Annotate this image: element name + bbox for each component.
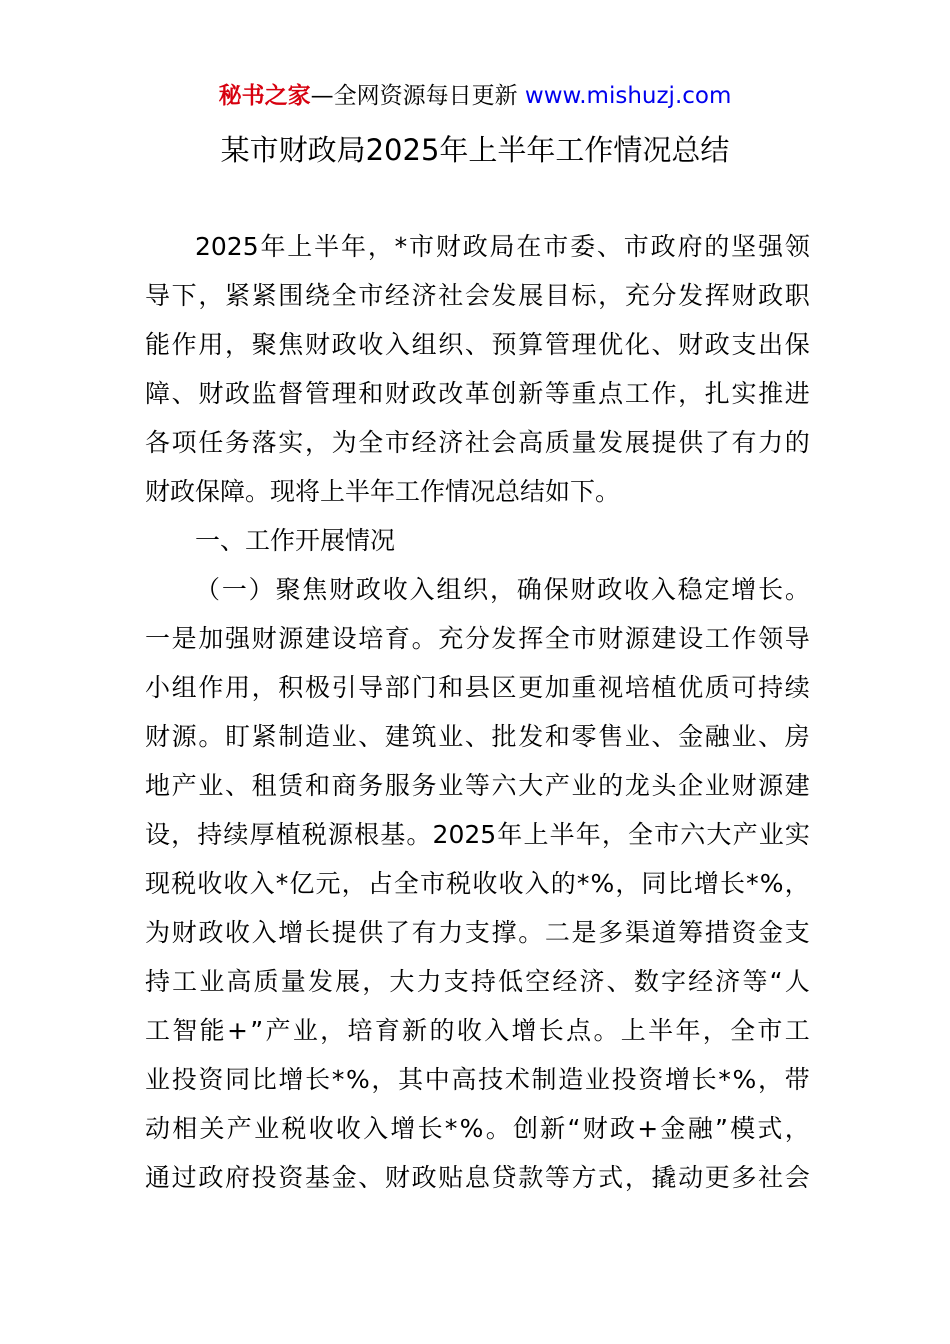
text-line: 现 税 收 收 入 * 亿 元 ， 占 全 市 税 收 收 入 的 * % ， 同 比 增 长 * % ， <box>145 869 810 898</box>
text-line: 业 投 资 同 比 增 长 * % ， 其 中 高 技 术 制 造 业 投 资 增 长 * % ， 带 <box>145 1065 810 1094</box>
text-line: 工 智 能 + ” 产 业 ， 培 育 新 的 收 入 增 长 点 。 上 半 年 ， 全 市 工 <box>145 1016 810 1045</box>
text-line: 财 源 。 盯 紧 制 造 业 、 建 筑 业 、 批 发 和 零 售 业 、 金 融 业 、 房 <box>145 722 810 751</box>
text-line: （ 一 ） 聚 焦 财 政 收 入 组 织 ， 确 保 财 政 收 入 稳 定 增 长 。 <box>195 575 810 604</box>
text-line: 通 过 政 府 投 资 基 金 、 财 政 贴 息 贷 款 等 方 式 ， 撬 动 更 多 社 会 <box>145 1163 810 1192</box>
text-line: 障 、 财 政 监 督 管 理 和 财 政 改 革 创 新 等 重 点 工 作 ， 扎 实 推 进 <box>145 379 810 408</box>
text-line: 财政保障。现将上半年工作情况总结如下。 <box>145 477 621 506</box>
site-url-link[interactable]: www.mishuzj.com <box>524 83 732 109</box>
text-line: 2025 年 上 半 年 ， * 市 财 政 局 在 市 委 、 市 政 府 的 坚 强 领 <box>195 232 810 261</box>
text-line: 设 ， 持 续 厚 植 税 源 根 基 。 2025 年 上 半 年 ， 全 市 六 大 产 业 实 <box>145 820 810 849</box>
header-dash: — <box>310 83 334 109</box>
text-line: 一 是 加 强 财 源 建 设 培 育 。 充 分 发 挥 全 市 财 源 建 设 工 作 领 导 <box>145 624 810 653</box>
text-line: 动 相 关 产 业 税 收 收 入 增 长 * % 。 创 新 “ 财 政 + 金 融 ” 模 式 ， <box>145 1114 810 1143</box>
site-header <box>0 80 950 112</box>
text-line: 各 项 任 务 落 实 ， 为 全 市 经 济 社 会 高 质 量 发 展 提 供 了 有 力 的 <box>145 428 810 457</box>
brand-name: 秘书之家 <box>218 83 311 109</box>
text-line: 持 工 业 高 质 量 发 展 ， 大 力 支 持 低 空 经 济 、 数 字 经 济 等 “ 人 <box>145 967 810 996</box>
header-tagline: 全网资源每日更新 <box>333 83 518 109</box>
text-line: 小 组 作 用 ， 积 极 引 导 部 门 和 县 区 更 加 重 视 培 植 优 质 可 持 续 <box>145 673 810 702</box>
text-line: 能 作 用 ， 聚 焦 财 政 收 入 组 织 、 预 算 管 理 优 化 、 财 政 支 出 保 <box>145 330 810 359</box>
document-body <box>145 222 810 1202</box>
text-line: 导 下 ， 紧 紧 围 绕 全 市 经 济 社 会 发 展 目 标 ， 充 分 发 挥 财 政 职 <box>145 281 810 310</box>
text-line: 一、工作开展情况 <box>195 526 396 555</box>
document-title: 某市财政局2025年上半年工作情况总结 <box>220 133 730 167</box>
text-line: 地 产 业 、 租 赁 和 商 务 服 务 业 等 六 大 产 业 的 龙 头 企 业 财 源 建 <box>145 771 810 800</box>
text-line: 为 财 政 收 入 增 长 提 供 了 有 力 支 撑 。 二 是 多 渠 道 筹 措 资 金 支 <box>145 918 810 947</box>
